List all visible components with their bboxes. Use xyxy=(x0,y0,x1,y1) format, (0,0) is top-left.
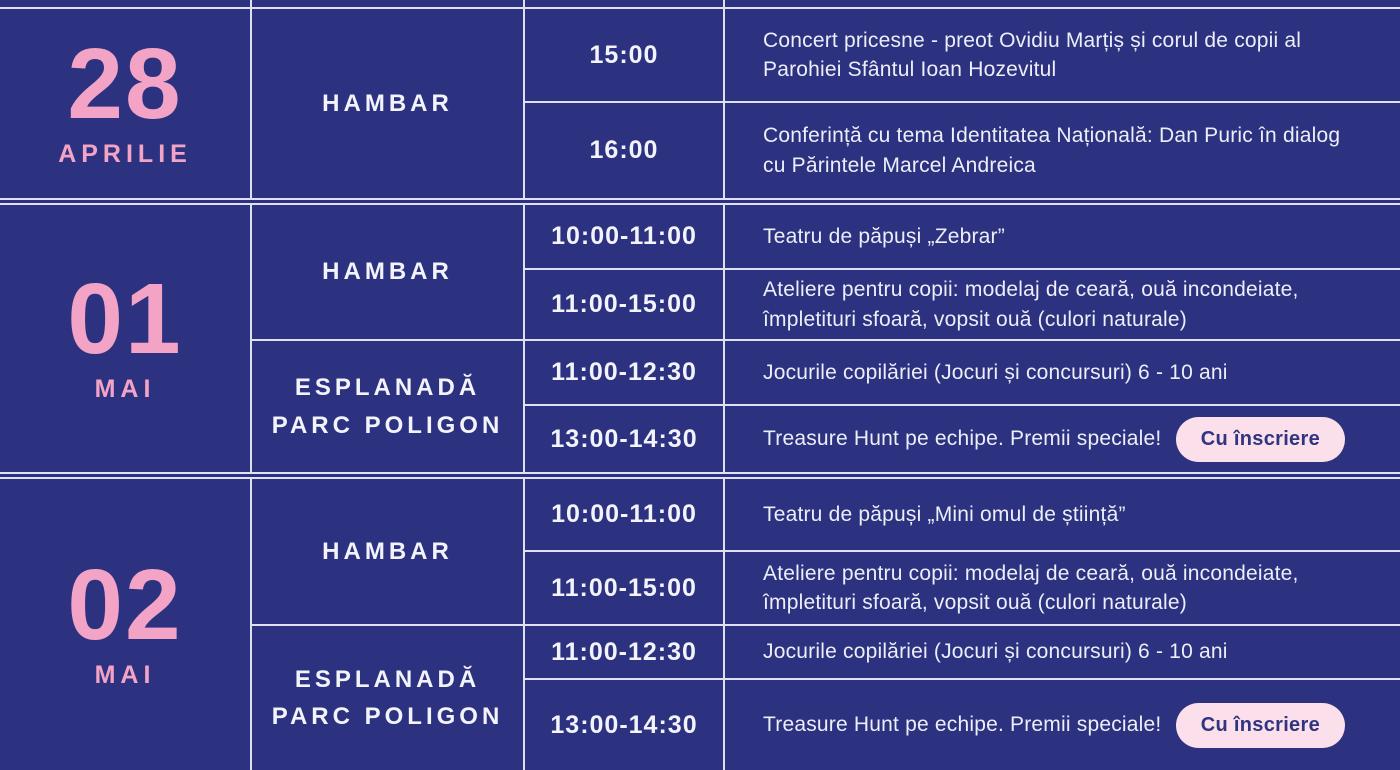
time-cell xyxy=(525,205,723,268)
time-value: 11:00-15:00 xyxy=(551,290,697,318)
event-description: Jocurile copilăriei (Jocuri și concursuri) 6 - 10 ani xyxy=(763,360,1228,384)
event-cell xyxy=(725,341,1400,404)
date-cell xyxy=(0,479,250,770)
time-cell xyxy=(525,341,723,404)
event-description: Concert pricesne - preot Ovidiu Marțiș și corul de copii al Parohiei Sfântul Ioan Hozevitul xyxy=(763,28,1302,81)
time-cell xyxy=(525,479,723,550)
time-value: 10:00-11:00 xyxy=(551,222,697,250)
schedule-section-02-mai xyxy=(0,479,1400,770)
time-value: 16:00 xyxy=(589,136,659,164)
time-value: 15:00 xyxy=(589,40,659,69)
event-cell xyxy=(725,552,1400,624)
time-cell xyxy=(525,552,723,624)
time-cell xyxy=(525,680,723,770)
time-value: 10:00-11:00 xyxy=(551,500,697,528)
location-name: ESPLANADĂ xyxy=(294,665,481,693)
section-divider xyxy=(0,472,1400,479)
day-number: 28 xyxy=(67,28,183,140)
schedule-section-01-mai xyxy=(0,205,1400,472)
event-cell xyxy=(725,103,1400,198)
location-name-line2: PARC POLIGON xyxy=(271,703,504,730)
event-description: Teatru de păpuși „Mini omul de știință” xyxy=(763,502,1126,526)
event-cell xyxy=(725,406,1400,472)
event-cell xyxy=(725,270,1400,339)
day-number: 01 xyxy=(67,263,183,375)
schedule-section-28-aprilie xyxy=(0,9,1400,198)
event-description: Ateliere pentru copii: modelaj de ceară, ouă incondeiate, împletituri sfoară, vopsit ouă (culori naturale) xyxy=(763,561,1299,614)
month-label: APRILIE xyxy=(58,140,192,168)
location-cell xyxy=(252,205,523,339)
event-description: Conferință cu tema Identitatea Națională: Dan Puric în dialog cu Părintele Marcel Andreica xyxy=(763,124,1341,177)
time-value: 11:00-12:30 xyxy=(551,637,697,666)
date-cell xyxy=(0,9,250,198)
time-value: 11:00-12:30 xyxy=(551,358,697,386)
location-name: HAMBAR xyxy=(322,537,453,565)
location-cell xyxy=(252,626,523,770)
event-description: Treasure Hunt pe echipe. Premii speciale! xyxy=(763,713,1162,737)
location-cell xyxy=(252,479,523,624)
location-name: HAMBAR xyxy=(322,89,453,117)
location-name: HAMBAR xyxy=(322,258,453,286)
event-cell xyxy=(725,479,1400,550)
time-cell xyxy=(525,103,723,198)
event-cell xyxy=(725,680,1400,770)
month-label: MAI xyxy=(94,661,156,689)
time-cell xyxy=(525,270,723,339)
time-cell xyxy=(525,9,723,101)
registration-badge: Cu înscriere xyxy=(1176,417,1345,462)
time-value: 13:00-14:30 xyxy=(550,710,698,739)
event-description: Ateliere pentru copii: modelaj de ceară, ouă incondeiate, împletituri sfoară, vopsit ouă (culori naturale) xyxy=(763,278,1299,331)
time-cell xyxy=(525,626,723,678)
cropped-row-above xyxy=(0,0,1400,9)
event-description: Jocurile copilăriei (Jocuri și concursuri) 6 - 10 ani xyxy=(763,640,1228,664)
time-value: 13:00-14:30 xyxy=(550,424,698,453)
time-value: 11:00-15:00 xyxy=(551,573,697,602)
event-cell xyxy=(725,9,1400,101)
event-description: Treasure Hunt pe echipe. Premii speciale! xyxy=(763,427,1162,451)
event-cell xyxy=(725,626,1400,678)
event-cell xyxy=(725,205,1400,268)
location-cell xyxy=(252,9,523,198)
location-cell xyxy=(252,341,523,472)
day-number: 02 xyxy=(67,549,183,661)
location-name: ESPLANADĂ xyxy=(294,374,481,402)
date-cell xyxy=(0,205,250,472)
event-description: Teatru de păpuși „Zebrar” xyxy=(763,224,1005,248)
section-divider xyxy=(0,198,1400,205)
time-cell xyxy=(525,406,723,472)
month-label: MAI xyxy=(94,375,156,403)
location-name-line2: PARC POLIGON xyxy=(271,411,504,439)
registration-badge: Cu înscriere xyxy=(1176,703,1345,748)
